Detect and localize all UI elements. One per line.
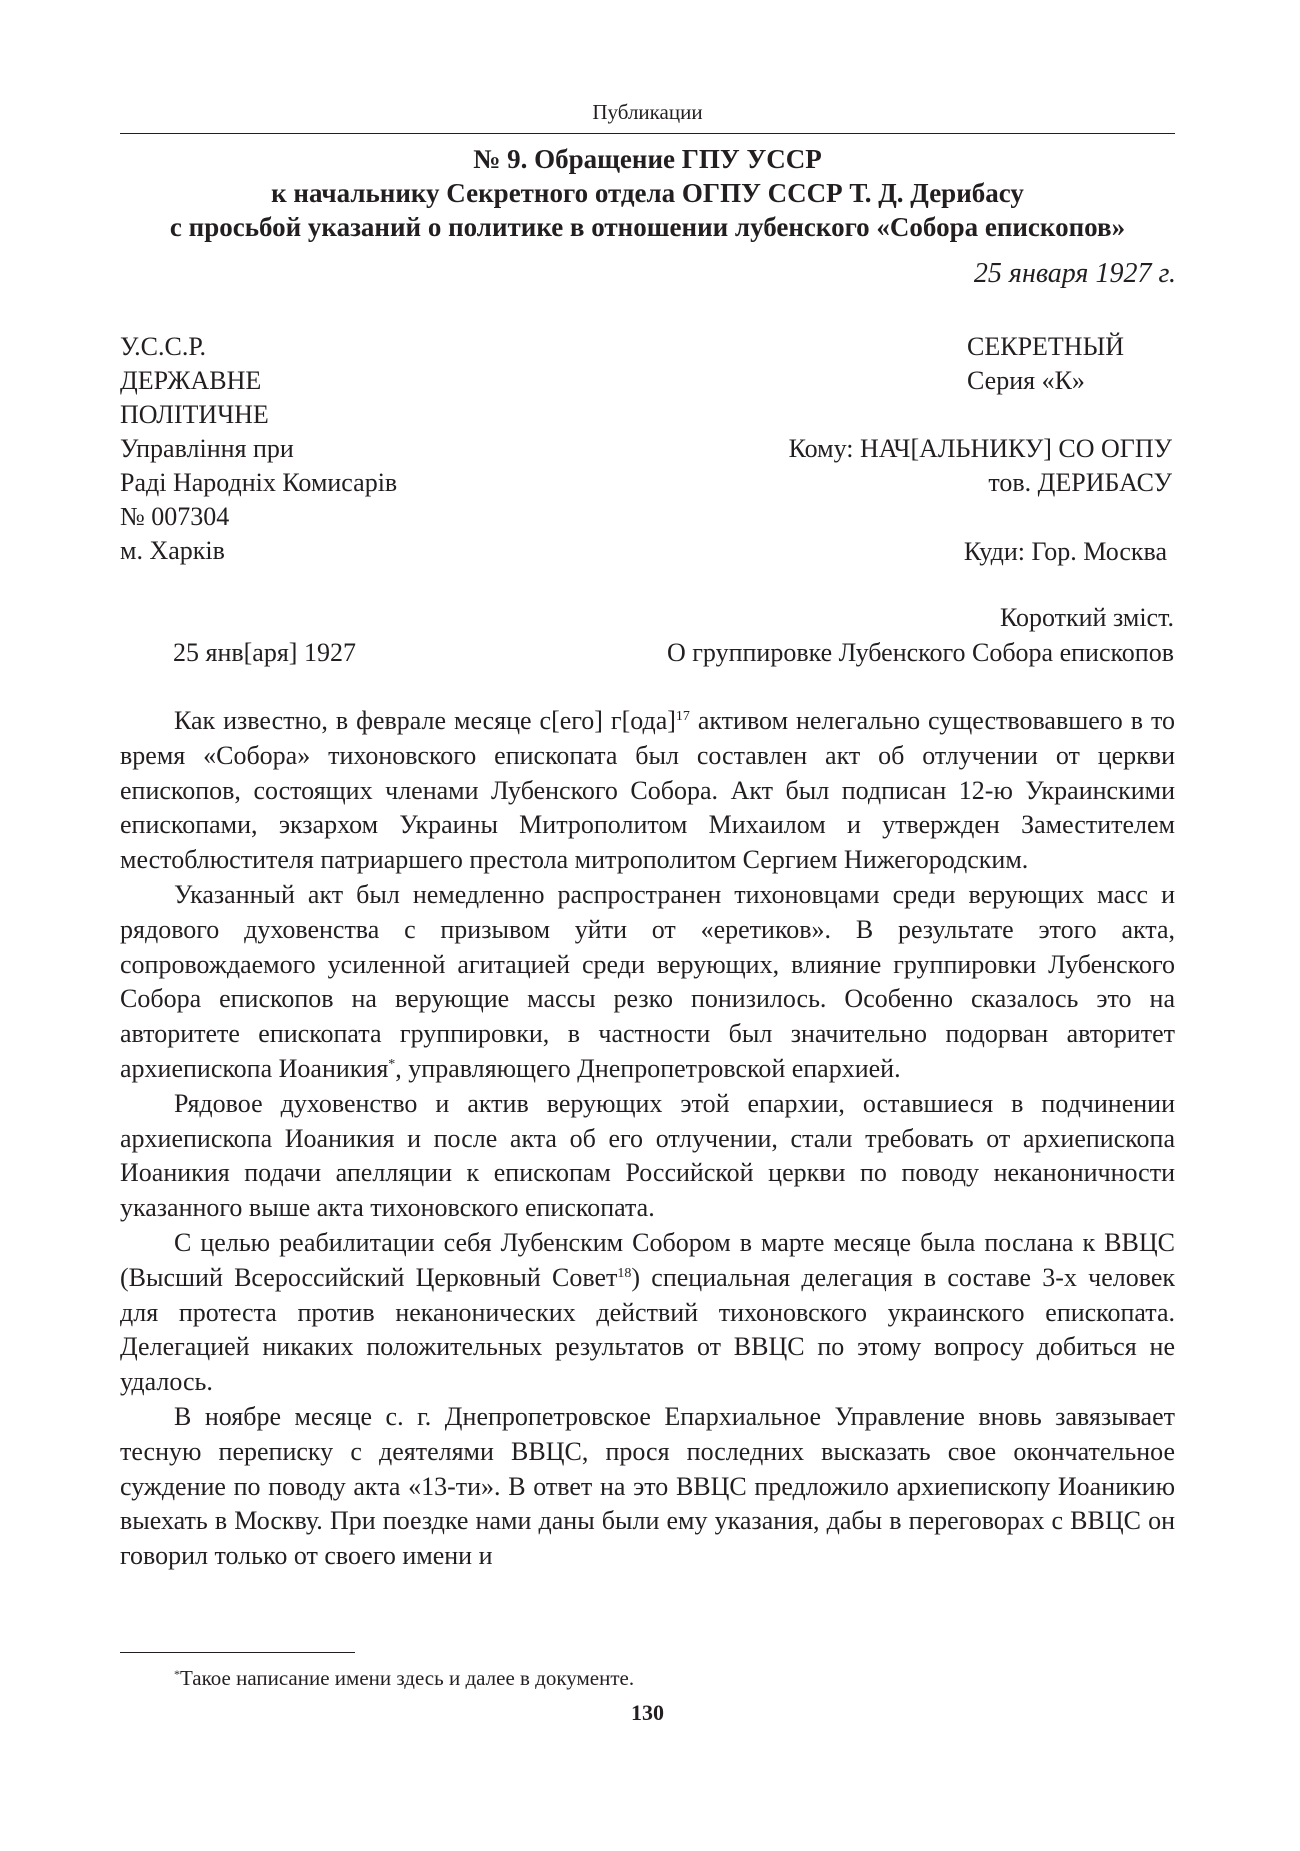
header-rule	[120, 133, 1175, 134]
sender-line: Раді Народніх Комисарів	[120, 468, 398, 497]
body-paragraph	[120, 704, 1175, 878]
title-line-2: к начальнику Секретного отдела ОГПУ СССР Т. Д. Дерибасу	[271, 178, 1024, 208]
document-title	[120, 142, 1175, 244]
body-paragraph	[120, 1226, 1175, 1400]
title-line-3: с просьбой указаний о политике в отношении лубенского «Собора епископов»	[169, 212, 1126, 242]
title-line-1: № 9. Обращение ГПУ УССР	[473, 144, 822, 174]
sender-line: м. Харків	[120, 536, 225, 565]
sender-line: У.С.С.Р.	[120, 332, 207, 361]
letter-date: 25 янв[аря] 1927	[173, 638, 356, 667]
classification-stamp: СЕКРЕТНЫЙ	[967, 332, 1125, 361]
series-label: Серия «К»	[967, 366, 1085, 395]
body-paragraph	[120, 878, 1175, 1087]
paragraph-text: активом нелегально существовавшего в то время «Собора» тихоновского епископата был составлен акт об отлучении от церкви епископов, состоящих членами Лубенского Собора. Акт был подписан 12-ю Украинскими епископами, экзархом Украины Митрополитом Михаилом и утвержден Заместителем местоблюстителя патриаршего престола митрополитом Сергием Нижегородским.	[120, 706, 1175, 875]
footnote-text: Такое написание имени здесь и далее в документе.	[180, 1666, 635, 1690]
page-number: 130	[631, 1700, 664, 1725]
footnote-ref: *	[388, 1056, 396, 1072]
document-body	[120, 704, 1175, 1574]
footnote-mark: *	[174, 1667, 180, 1681]
footnote-ref: 17	[675, 709, 690, 724]
footnote	[174, 1663, 634, 1693]
document-date: 25 января 1927 г.	[973, 258, 1176, 289]
running-head: Публикации	[592, 100, 703, 124]
destination-line: Куди: Гор. Москва	[963, 537, 1167, 566]
sender-line: № 007304	[120, 502, 230, 531]
paragraph-text: С целью реабилитации себя Лубенским Собором в марте месяце была послана к ВВЦС (Высший Всероссийский Церковный Совет	[120, 1227, 1175, 1292]
footnote-rule	[120, 1652, 355, 1653]
body-paragraph: В ноябре месяце с. г. Днепропетровское Епархиальное Управление вновь завязывает тесную переписку с деятелями ВВЦС, прося последних высказать свое окончательное суждение по поводу акта «13-ти». В ответ на это ВВЦС предложило архиепископу Иоаникию выехать в Москву. При поездке нами даны были ему указания, дабы в переговорах с ВВЦС он говорил только от своего имени и	[120, 1401, 1175, 1571]
letterhead-sender	[120, 330, 397, 568]
sender-line: Управління при	[120, 434, 294, 463]
paragraph-text: , управляющего Днепропетровской епархией.	[395, 1053, 901, 1083]
recipient-line-2: тов. ДЕРИБАСУ	[988, 468, 1172, 497]
paragraph-text: ) специальная делегация в составе 3-х человек для протеста против неканонических действий тихоновского украинского епископата. Делегацией никаких положительных результатов от ВВЦС по этому вопросу добиться не удалось.	[120, 1262, 1175, 1397]
paragraph-text: Как известно, в феврале месяце с[его] г[ода]	[174, 706, 676, 735]
body-paragraph: Рядовое духовенство и актив верующих этой епархии, оставшиеся в подчинении архиепископа Иоаникия и после акта об его отлучении, стали требовать от архиепископа Иоаникия подачи апелляции к епископам Российской церкви по поводу неканоничности указанного выше акта тихоновского епископата.	[120, 1088, 1175, 1223]
sender-line: ДЕРЖАВНЕ	[120, 366, 262, 395]
recipient-line-1: Кому: НАЧ[АЛЬНИКУ] СО ОГПУ	[788, 434, 1172, 463]
summary-label: Короткий зміст.	[999, 603, 1174, 632]
summary-text: О группировке Лубенского Собора епископов	[666, 638, 1174, 667]
paragraph-text: Указанный акт был немедленно распространен тихоновцами среди верующих масс и рядового духовенства с призывом уйти от «еретиков». В результате этого акта, сопровождаемого усиленной агитацией среди верующих, влияние группировки Лубенского Собора епископов на верующие массы резко понизилось. Особенно сказалось это на авторитете епископата группировки, в частности был значительно подорван авторитет архиепископа Иоаникия	[120, 879, 1175, 1083]
footnote-ref: 18	[617, 1265, 632, 1281]
sender-line: ПОЛІТИЧНЕ	[120, 400, 269, 429]
